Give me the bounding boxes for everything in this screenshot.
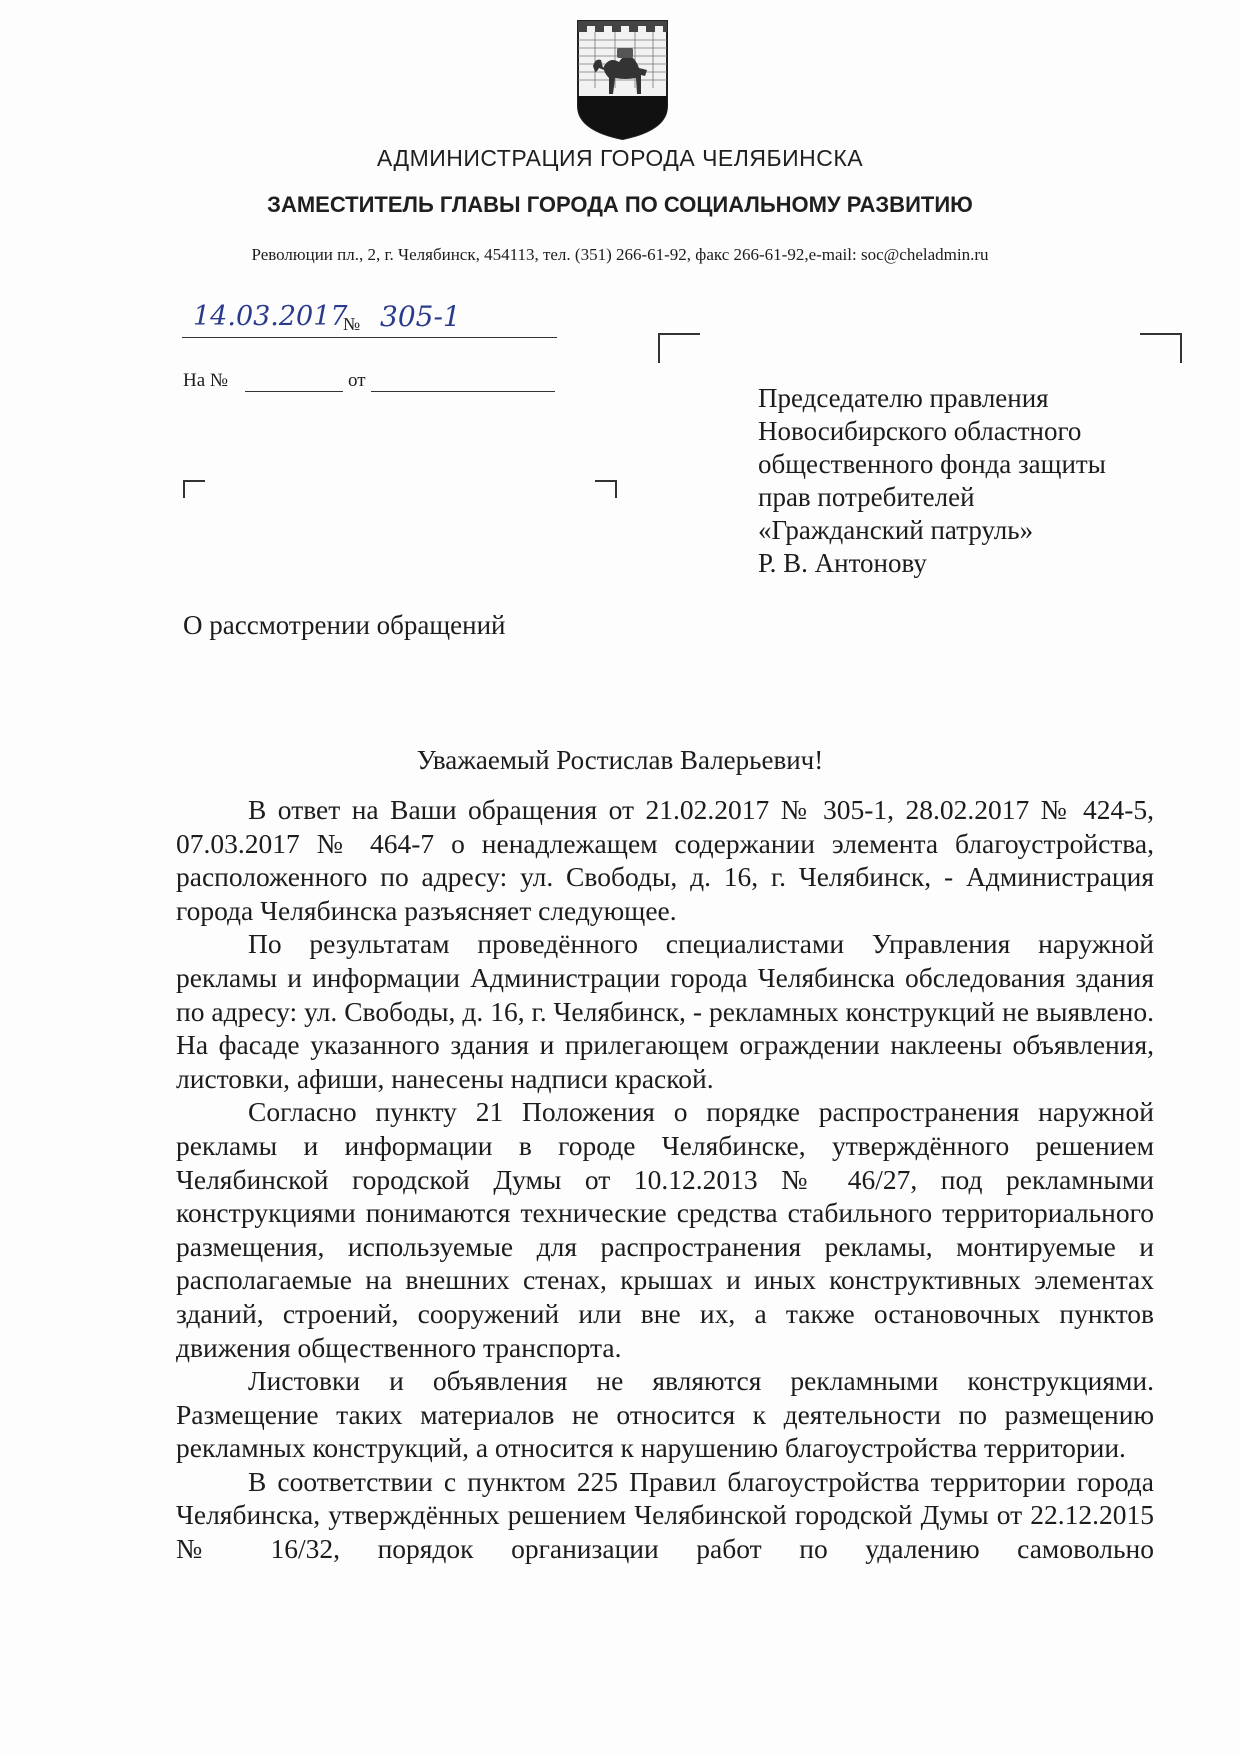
addressee-corner-right [1140, 333, 1182, 363]
body-paragraph: В ответ на Ваши обращения от 21.02.2017 № 305-1, 28.02.2017 № 424-5, 07.03.2017 № 464-7 о ненадлежащем содержании элемента благоустройства, расположенного по адресу: ул. Свободы, д. 16, г. Челябинск, - Администрация города Челябинска разъясняет следующее. [176, 794, 1154, 926]
salutation: Уважаемый Ростислав Валерьевич! [416, 745, 824, 775]
addressee-line: Новосибирского областного [758, 416, 1082, 446]
reference-number-blank [245, 391, 343, 392]
addressee-line: прав потребителей [758, 482, 975, 512]
org-name: АДМИНИСТРАЦИЯ ГОРОДА ЧЕЛЯБИНСКА [376, 145, 864, 171]
dept-title: ЗАМЕСТИТЕЛЬ ГЛАВЫ ГОРОДА ПО СОЦИАЛЬНОМУ РАЗВИТИЮ [267, 192, 973, 217]
addressee-block [758, 382, 1228, 580]
addressee-corner-left [658, 333, 700, 363]
reference-date-blank [371, 391, 555, 392]
addressee-line: Р. В. Антонову [758, 548, 927, 578]
reference-from-label: от [348, 370, 366, 391]
body-paragraph: В соответствии с пунктом 225 Правил благоустройства территории города Челябинска, утверждённых решением Челябинской городской Думы от 22.12.2015 № 16/32, порядок организации работ по удалению самовольно [176, 1465, 1154, 1565]
addressee-line: Председателю правления [758, 383, 1049, 413]
body-paragraph: Листовки и объявления не являются рекламными конструкциями. Размещение таких материалов не относится к деятельности по размещению рекламных конструкций, а относится к нарушению благоустройства территории. [176, 1365, 1154, 1464]
subject-corner-left [183, 480, 205, 498]
subject-line: О рассмотрении обращений [183, 610, 506, 640]
number-sign: № [343, 314, 361, 334]
contact-line: Революции пл., 2, г. Челябинск, 454113, тел. (351) 266-61-92, факс 266-61-92,e-mail: soc@cheladmin.ru [251, 245, 989, 264]
letter-body [176, 793, 1154, 1566]
outgoing-date: 14.03.2017 [193, 301, 348, 332]
reference-label: На № [183, 370, 229, 391]
city-emblem-icon [575, 18, 670, 141]
body-paragraph: Согласно пункту 21 Положения о порядке распространения наружной рекламы и информации в городе Челябинске, утверждённого решением Челябинской городской Думы от 10.12.2013 № 46/27, под рекламными конструкциями понимаются технические средства стабильного территориального размещения, используемые для распространения рекламы, монтируемые и располагаемые на внешних стенах, крышах и иных конструктивных элементах зданий, строений, сооружений или вне их, а также остановочных пунктов движения общественного транспорта. [176, 1096, 1154, 1363]
addressee-line: «Гражданский патруль» [758, 515, 1034, 545]
subject-corner-right [595, 480, 617, 498]
outgoing-number: 305-1 [380, 300, 461, 333]
addressee-line: общественного фонда защиты [758, 449, 1106, 479]
body-paragraph: По результатам проведённого специалистами Управления наружной рекламы и информации Администрации города Челябинска обследования здания по адресу: ул. Свободы, д. 16, г. Челябинск, - рекламных конструкций не выявлено. На фасаде указанного здания и прилегающем ограждении наклеены объявления, листовки, афиши, нанесены надписи краской. [176, 928, 1154, 1094]
